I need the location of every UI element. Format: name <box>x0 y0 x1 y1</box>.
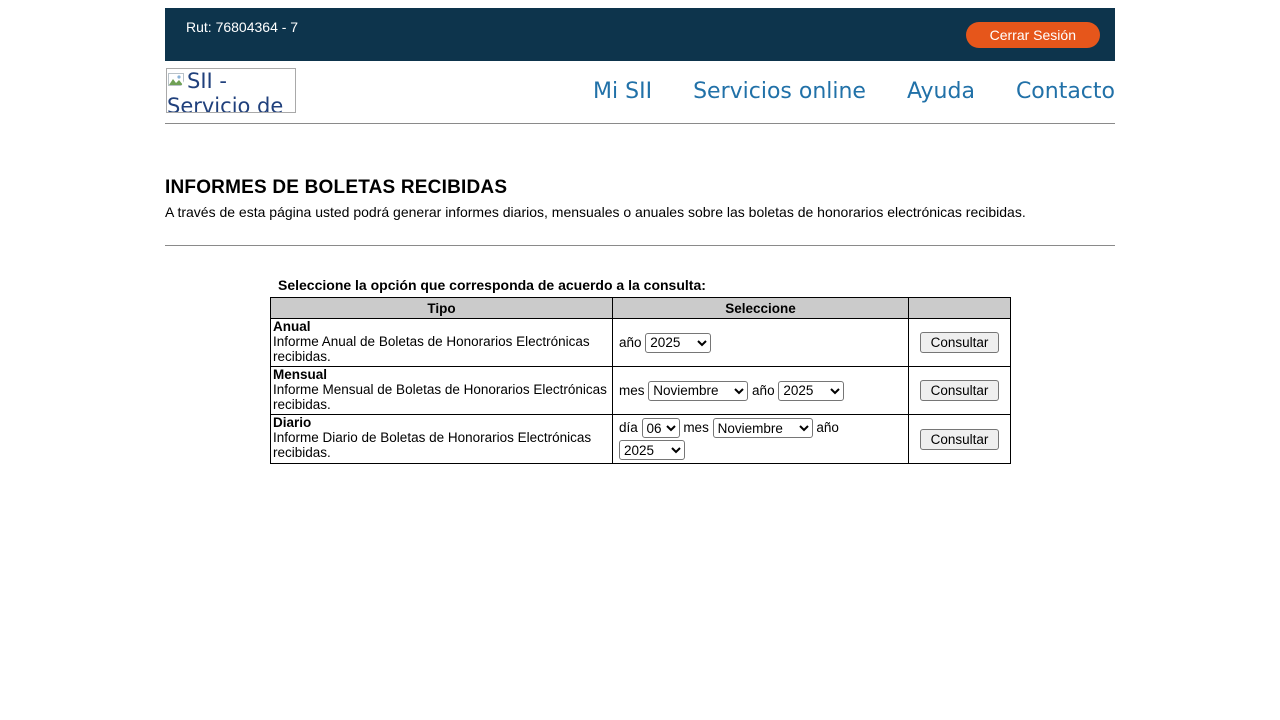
anual-select-cell <box>613 319 909 367</box>
anual-consultar-button[interactable]: Consultar <box>920 332 1000 353</box>
broken-image-icon <box>168 73 185 88</box>
table-header-row <box>271 298 1011 319</box>
page-container <box>165 8 1115 464</box>
diario-month-label: mes <box>683 420 709 435</box>
diario-tipo-cell <box>271 415 613 464</box>
page-description: A través de esta página usted podrá generar informes diarios, mensuales o anuales sobre las boletas de honorarios electrónicas recibidas. <box>165 204 1026 220</box>
diario-day-label: día <box>619 420 638 435</box>
mensual-year-select[interactable] <box>778 381 844 401</box>
sii-logo[interactable] <box>166 68 296 113</box>
anual-year-select[interactable] <box>645 333 711 353</box>
mensual-month-label: mes <box>619 382 645 398</box>
report-table <box>270 297 1011 464</box>
anual-button-cell <box>909 319 1011 367</box>
section-divider <box>165 245 1115 246</box>
diario-year-label: año <box>816 420 839 435</box>
mensual-consultar-button[interactable]: Consultar <box>920 380 1000 401</box>
diario-year-select[interactable] <box>619 440 685 460</box>
table-row-mensual <box>271 367 1011 415</box>
table-row-diario <box>271 415 1011 464</box>
logout-button[interactable]: Cerrar Sesión <box>966 22 1100 48</box>
diario-button-cell <box>909 415 1011 464</box>
topbar <box>165 8 1115 61</box>
diario-title: Diario <box>273 415 312 430</box>
mensual-description: Informe Mensual de Boletas de Honorarios Electrónicas recibidas. <box>273 382 607 412</box>
nav-link-ayuda[interactable]: Ayuda <box>906 79 975 104</box>
mensual-title: Mensual <box>273 367 328 382</box>
diario-month-select[interactable] <box>713 418 813 438</box>
main-nav <box>593 79 1115 104</box>
anual-title: Anual <box>273 319 311 334</box>
page-title: INFORMES DE BOLETAS RECIBIDAS <box>165 177 508 198</box>
mensual-button-cell <box>909 367 1011 415</box>
mensual-month-select[interactable] <box>648 381 748 401</box>
mensual-select-cell <box>613 367 909 415</box>
report-form <box>270 277 1010 464</box>
anual-year-label: año <box>619 334 642 350</box>
diario-description: Informe Diario de Boletas de Honorarios Electrónicas recibidas. <box>273 430 592 460</box>
anual-tipo-cell <box>271 319 613 367</box>
site-header <box>165 61 1115 124</box>
mensual-tipo-cell <box>271 367 613 415</box>
nav-link-servicios-online[interactable]: Servicios online <box>693 79 866 104</box>
header-empty <box>909 298 1011 319</box>
header-seleccione: Seleccione <box>613 298 909 319</box>
mensual-year-label: año <box>752 382 775 398</box>
anual-description: Informe Anual de Boletas de Honorarios Electrónicas recibidas. <box>273 334 590 364</box>
diario-consultar-button[interactable]: Consultar <box>920 429 1000 450</box>
nav-link-contacto[interactable]: Contacto <box>1015 79 1115 104</box>
diario-day-select[interactable] <box>642 418 680 438</box>
table-caption: Seleccione la opción que corresponda de acuerdo a la consulta: <box>278 277 706 293</box>
sii-logo-alt-text: SII - Servicio de <box>167 69 284 113</box>
table-row-anual <box>271 319 1011 367</box>
rut-label: Rut: 76804364 - 7 <box>186 19 299 35</box>
nav-link-mi-sii[interactable]: Mi SII <box>593 79 653 104</box>
diario-select-cell <box>613 415 909 464</box>
header-tipo: Tipo <box>271 298 613 319</box>
